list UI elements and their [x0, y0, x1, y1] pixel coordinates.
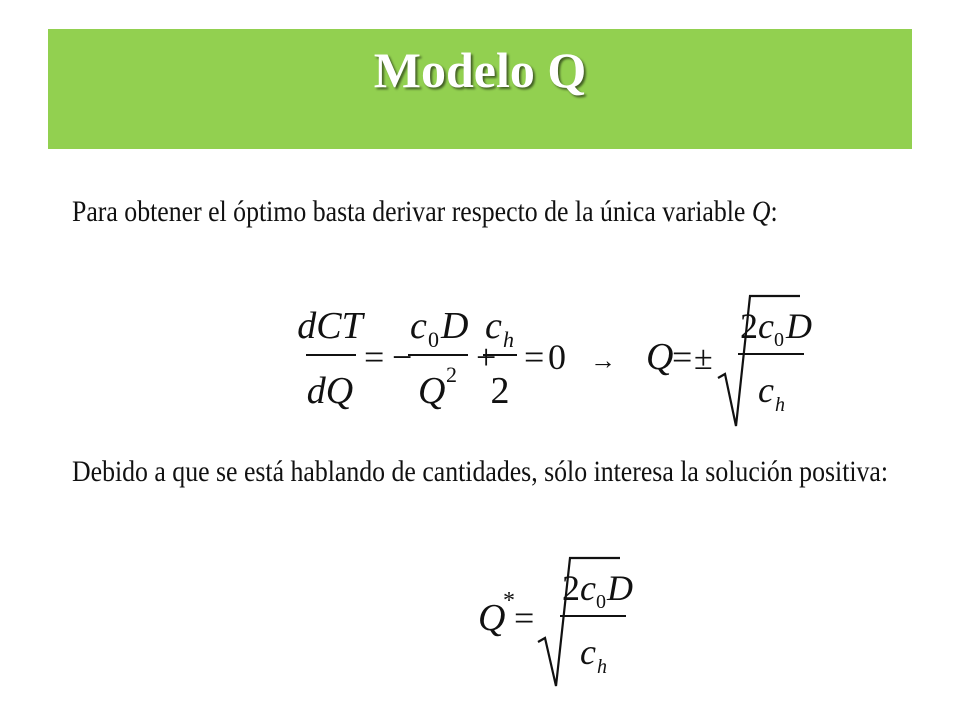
paragraph-1-text: Para obtener el óptimo basta derivar respecto de la única variable — [72, 195, 752, 228]
root-numerator-d: D — [786, 306, 812, 346]
root-numerator-c: c — [758, 306, 774, 346]
slide-title: Modelo Q — [373, 42, 587, 98]
variable-q: Q — [751, 195, 771, 228]
root-denominator-subscript: h — [597, 656, 607, 678]
root-numerator-2: 2 — [562, 568, 580, 608]
root-denominator-c: c — [758, 370, 774, 410]
term1-numerator-subscript: 0 — [428, 327, 439, 352]
paragraph-2-text: Debido a que se está hablando de cantidades, sólo interesa la solución positiva: — [72, 455, 889, 488]
derivative-equation — [297, 290, 820, 430]
root-numerator-d: D — [607, 568, 633, 608]
equals-sign-2: = — [524, 337, 545, 377]
equals-sign: = — [514, 598, 535, 638]
root-numerator-subscript: 0 — [596, 591, 606, 613]
root-numerator-c: c — [580, 568, 596, 608]
implies-arrow: → — [590, 346, 616, 375]
root-numerator-2: 2 — [740, 306, 758, 346]
lhs-numerator: dCT — [297, 305, 363, 347]
equals-sign-1: = — [364, 337, 385, 377]
derivative-equation-svg — [297, 290, 820, 430]
minus-sign: − — [392, 337, 413, 377]
term2-numerator-subscript: h — [503, 327, 514, 352]
title-banner — [48, 29, 912, 149]
term2-denominator: 2 — [490, 370, 510, 412]
root-numerator-subscript: 0 — [774, 329, 784, 351]
zero: 0 — [548, 337, 566, 377]
term1-numerator-d: D — [441, 305, 469, 347]
equals-sign-3: = — [672, 337, 693, 377]
term1-denominator-q: Q — [418, 370, 446, 412]
paragraph-derivative-intro — [72, 195, 778, 229]
term1-numerator-c: c — [410, 305, 427, 347]
plus-minus-sign: ± — [694, 340, 713, 377]
optimal-q-equation-svg — [474, 550, 634, 690]
plus-sign: + — [476, 337, 497, 377]
lhs-denominator: dQ — [306, 370, 354, 412]
root-denominator-c: c — [580, 632, 596, 672]
optimal-q-equation — [474, 550, 634, 690]
solution-q: Q — [646, 336, 674, 378]
q-star-asterisk: * — [503, 588, 515, 614]
root-denominator-subscript: h — [775, 394, 785, 416]
paragraph-positive-solution — [72, 455, 888, 489]
term2-numerator-c: c — [485, 305, 502, 347]
term1-denominator-exponent: 2 — [446, 362, 457, 387]
paragraph-1-colon: : — [770, 195, 778, 228]
q-star-q: Q — [478, 597, 506, 639]
